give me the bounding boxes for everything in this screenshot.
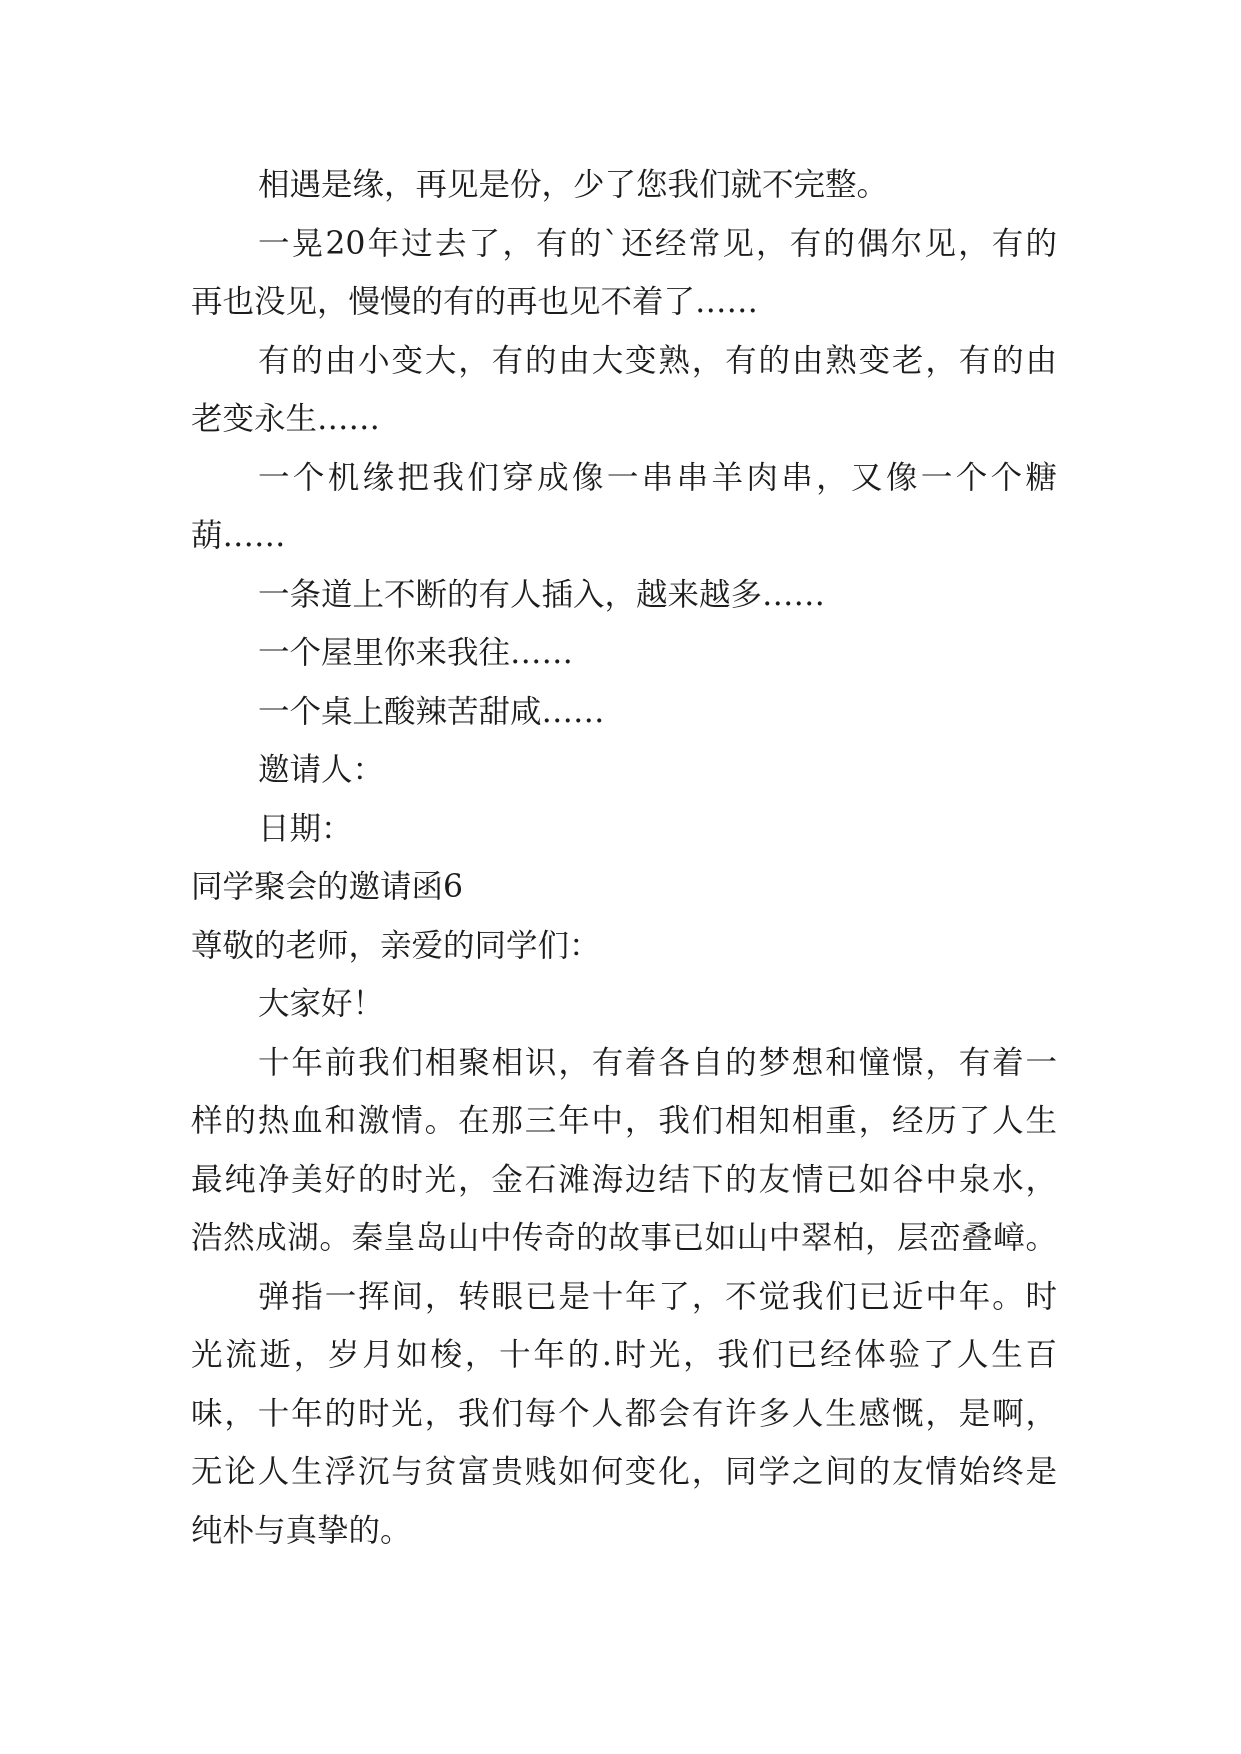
paragraph-line: 浩然成湖。秦皇岛山中传奇的故事已如山中翠柏，层峦叠嶂。 [191,1220,1057,1256]
paragraph-line: 无论人生浮沉与贫富贵贱如何变化，同学之间的友情始终是 [191,1454,1057,1490]
document-body [191,156,1057,1560]
inviter-label: 邀请人： [258,752,385,788]
paragraph [191,332,1057,449]
paragraph [191,449,1057,566]
paragraph-line: 有的由小变大，有的由大变熟，有的由熟变老，有的由 [258,342,1057,379]
paragraph-line: 相遇是缘，再见是份，少了您我们就不完整。 [258,167,889,203]
paragraph-line: 一个机缘把我们穿成像一串串羊肉串，又像一个个糖 [258,459,1057,496]
paragraph [191,1034,1057,1268]
salutation: 尊敬的老师，亲爱的同学们： [191,927,601,964]
letter-title: 同学聚会的邀请函6 [191,869,464,905]
paragraph-line: 老变永生…… [191,401,381,437]
paragraph-line: 弹指一挥间，转眼已是十年了，不觉我们已近中年。时 [258,1278,1057,1315]
paragraph [191,215,1057,332]
paragraph-line: 一条道上不断的有人插入，越来越多…… [258,576,826,613]
paragraph [191,1268,1057,1561]
date-label: 日期： [258,810,353,847]
greeting: 大家好！ [258,986,385,1022]
paragraph-line: 味，十年的时光，我们每个人都会有许多人生感慨，是啊， [191,1395,1057,1432]
paragraph-line: 光流逝，岁月如梭，十年的.时光，我们已经体验了人生百 [191,1337,1057,1373]
paragraph-line: 样的热血和激情。在那三年中，我们相知相重，经历了人生 [191,1103,1057,1139]
paragraph [191,566,1057,625]
paragraph-line: 纯朴与真挚的。 [191,1512,412,1549]
paragraph-line: 葫…… [191,518,286,554]
paragraph-line: 一个屋里你来我往…… [258,635,574,671]
paragraph-line: 一个桌上酸辣苦甜咸…… [258,693,605,730]
paragraph-line: 一晃20年过去了，有的`还经常见，有的偶尔见，有的 [258,225,1057,262]
paragraph [191,156,1057,215]
paragraph [191,624,1057,683]
paragraph-line: 最纯净美好的时光，金石滩海边结下的友情已如谷中泉水， [191,1161,1057,1198]
paragraph-line: 十年前我们相聚相识，有着各自的梦想和憧憬，有着一 [258,1044,1057,1081]
paragraph [191,683,1057,742]
paragraph-line: 再也没见，慢慢的有的再也见不着了…… [191,284,759,320]
